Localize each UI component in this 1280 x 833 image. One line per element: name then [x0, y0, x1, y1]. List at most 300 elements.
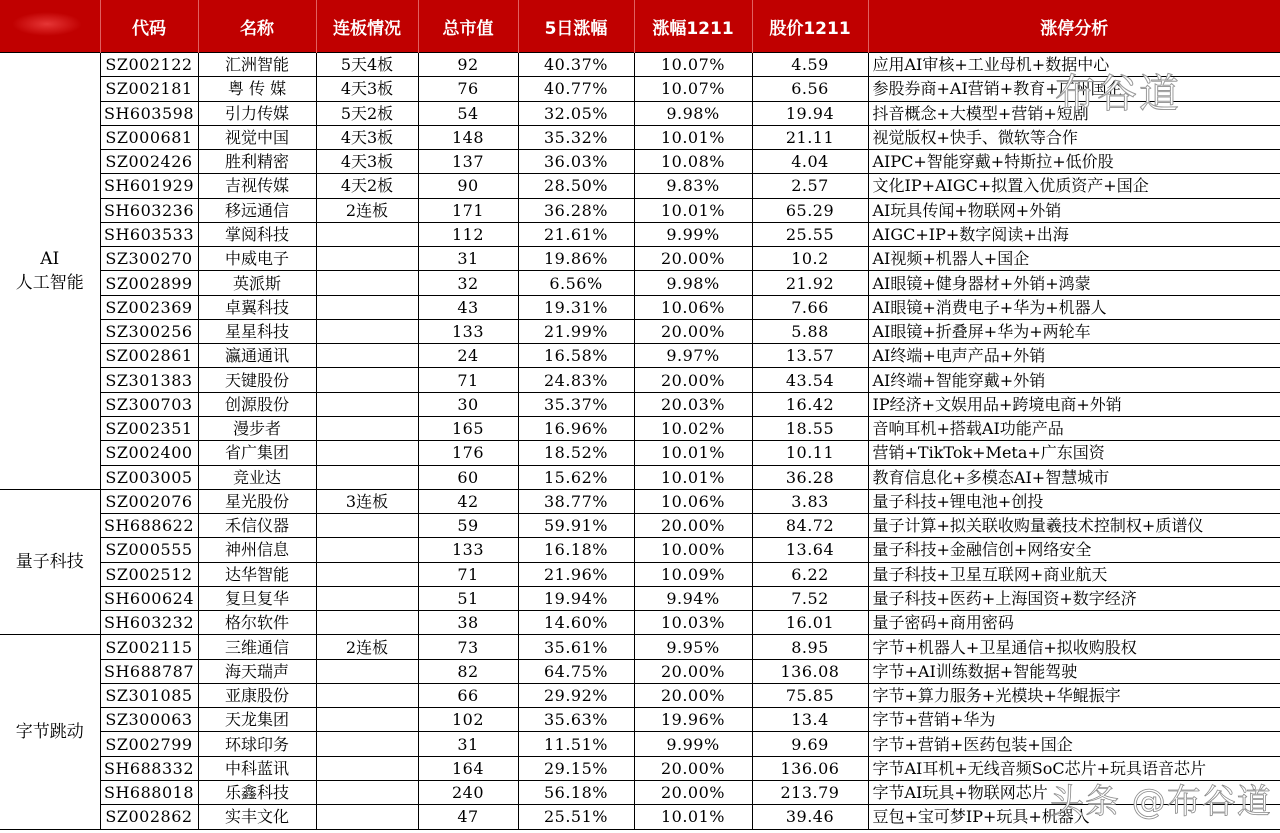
- stock-code: SH601929: [100, 174, 198, 198]
- market-cap: 71: [418, 368, 518, 392]
- stock-name: 漫步者: [198, 416, 316, 440]
- stock-name: 吉视传媒: [198, 174, 316, 198]
- gain-1211: 10.06%: [634, 295, 752, 319]
- market-cap: 30: [418, 392, 518, 416]
- market-cap: 90: [418, 174, 518, 198]
- five-day-gain: 21.96%: [518, 562, 634, 586]
- market-cap: 54: [418, 101, 518, 125]
- gain-1211: 9.94%: [634, 586, 752, 610]
- gain-1211: 20.00%: [634, 368, 752, 392]
- board-status: [316, 392, 418, 416]
- board-status: 4天3板: [316, 150, 418, 174]
- gain-1211: 10.01%: [634, 465, 752, 489]
- gain-1211: 10.01%: [634, 441, 752, 465]
- limit-up-analysis: 豆包+宝可梦IP+玩具+机器人: [868, 805, 1280, 829]
- stock-name: 胜利精密: [198, 150, 316, 174]
- board-status: 3连板: [316, 489, 418, 513]
- price-1211: 21.92: [752, 271, 868, 295]
- stock-name: 亚康股份: [198, 683, 316, 707]
- stock-name: 环球印务: [198, 732, 316, 756]
- limit-up-analysis: 教育信息化+多模态AI+智慧城市: [868, 465, 1280, 489]
- table-row: [0, 247, 1280, 271]
- market-cap: 240: [418, 780, 518, 804]
- price-1211: 13.4: [752, 708, 868, 732]
- board-status: [316, 586, 418, 610]
- limit-up-analysis: AI眼镜+折叠屏+华为+两轮车: [868, 319, 1280, 343]
- table-row: [0, 441, 1280, 465]
- price-1211: 18.55: [752, 416, 868, 440]
- stock-name: 视觉中国: [198, 125, 316, 149]
- five-day-gain: 36.03%: [518, 150, 634, 174]
- price-1211: 136.08: [752, 659, 868, 683]
- limit-up-analysis: 量子计算+拟关联收购量羲技术控制权+质谱仪: [868, 514, 1280, 538]
- price-1211: 16.42: [752, 392, 868, 416]
- five-day-gain: 6.56%: [518, 271, 634, 295]
- market-cap: 112: [418, 222, 518, 246]
- stock-code: SZ002400: [100, 441, 198, 465]
- gain-1211: 9.97%: [634, 344, 752, 368]
- stock-code: SZ002861: [100, 344, 198, 368]
- gain-1211: 10.07%: [634, 77, 752, 101]
- board-status: [316, 514, 418, 538]
- table-row: [0, 77, 1280, 101]
- sector-label: AI 人工智能: [0, 53, 100, 490]
- limit-up-analysis: 字节+营销+医药包装+国企: [868, 732, 1280, 756]
- header-decoration: [12, 12, 82, 36]
- price-1211: 9.69: [752, 732, 868, 756]
- board-status: 2连板: [316, 198, 418, 222]
- market-cap: 60: [418, 465, 518, 489]
- header-name: 名称: [198, 0, 316, 53]
- price-1211: 213.79: [752, 780, 868, 804]
- table-row: [0, 586, 1280, 610]
- header-board: 连板情况: [316, 0, 418, 53]
- stock-code: SZ002122: [100, 53, 198, 77]
- stock-code: SH603598: [100, 101, 198, 125]
- sector-label: 量子科技: [0, 489, 100, 635]
- limit-up-analysis: 参股券商+AI营销+教育+广州国企: [868, 77, 1280, 101]
- board-status: [316, 805, 418, 829]
- five-day-gain: 16.96%: [518, 416, 634, 440]
- price-1211: 5.88: [752, 319, 868, 343]
- limit-up-analysis: 应用AI审核+工业母机+数据中心: [868, 53, 1280, 77]
- price-1211: 75.85: [752, 683, 868, 707]
- table-row: [0, 732, 1280, 756]
- stock-code: SH688622: [100, 514, 198, 538]
- table-row: [0, 659, 1280, 683]
- price-1211: 84.72: [752, 514, 868, 538]
- gain-1211: 10.01%: [634, 805, 752, 829]
- five-day-gain: 56.18%: [518, 780, 634, 804]
- stock-code: SZ300256: [100, 319, 198, 343]
- five-day-gain: 21.61%: [518, 222, 634, 246]
- gain-1211: 19.96%: [634, 708, 752, 732]
- stock-code: SZ002369: [100, 295, 198, 319]
- gain-1211: 9.99%: [634, 732, 752, 756]
- market-cap: 171: [418, 198, 518, 222]
- stock-name: 复旦复华: [198, 586, 316, 610]
- gain-1211: 20.00%: [634, 319, 752, 343]
- board-status: [316, 416, 418, 440]
- price-1211: 4.04: [752, 150, 868, 174]
- table-row: [0, 465, 1280, 489]
- five-day-gain: 35.32%: [518, 125, 634, 149]
- header-analysis: 涨停分析: [868, 0, 1280, 53]
- market-cap: 164: [418, 756, 518, 780]
- header-price-1211: 股价1211: [752, 0, 868, 53]
- table-row: [0, 805, 1280, 829]
- limit-up-analysis: AI视频+机器人+国企: [868, 247, 1280, 271]
- stock-name: 格尔软件: [198, 611, 316, 635]
- market-cap: 32: [418, 271, 518, 295]
- market-cap: 38: [418, 611, 518, 635]
- board-status: 2连板: [316, 635, 418, 659]
- stock-name: 三维通信: [198, 635, 316, 659]
- gain-1211: 10.01%: [634, 198, 752, 222]
- table-row: [0, 635, 1280, 659]
- five-day-gain: 21.99%: [518, 319, 634, 343]
- five-day-gain: 16.58%: [518, 344, 634, 368]
- five-day-gain: 35.61%: [518, 635, 634, 659]
- stock-code: SH688332: [100, 756, 198, 780]
- limit-up-analysis: AIGC+IP+数字阅读+出海: [868, 222, 1280, 246]
- market-cap: 42: [418, 489, 518, 513]
- gain-1211: 9.99%: [634, 222, 752, 246]
- five-day-gain: 40.77%: [518, 77, 634, 101]
- board-status: [316, 344, 418, 368]
- gain-1211: 10.02%: [634, 416, 752, 440]
- price-1211: 3.83: [752, 489, 868, 513]
- table-row: [0, 271, 1280, 295]
- stock-name: 竞业达: [198, 465, 316, 489]
- board-status: 4天2板: [316, 174, 418, 198]
- five-day-gain: 18.52%: [518, 441, 634, 465]
- stock-name: 省广集团: [198, 441, 316, 465]
- price-1211: 39.46: [752, 805, 868, 829]
- table-row: [0, 538, 1280, 562]
- price-1211: 7.66: [752, 295, 868, 319]
- gain-1211: 10.07%: [634, 53, 752, 77]
- table-row: [0, 222, 1280, 246]
- stock-code: SZ002076: [100, 489, 198, 513]
- limit-up-analysis: IP经济+文娱用品+跨境电商+外销: [868, 392, 1280, 416]
- limit-up-analysis: AI终端+智能穿戴+外销: [868, 368, 1280, 392]
- price-1211: 4.59: [752, 53, 868, 77]
- table-row: [0, 198, 1280, 222]
- board-status: 4天3板: [316, 125, 418, 149]
- table-row: [0, 416, 1280, 440]
- limit-up-analysis: AI眼镜+健身器材+外销+鸿蒙: [868, 271, 1280, 295]
- board-status: [316, 247, 418, 271]
- board-status: [316, 465, 418, 489]
- price-1211: 6.22: [752, 562, 868, 586]
- stock-code: SZ002799: [100, 732, 198, 756]
- gain-1211: 9.98%: [634, 271, 752, 295]
- gain-1211: 10.09%: [634, 562, 752, 586]
- five-day-gain: 19.86%: [518, 247, 634, 271]
- five-day-gain: 19.31%: [518, 295, 634, 319]
- gain-1211: 20.00%: [634, 247, 752, 271]
- stock-name: 中科蓝讯: [198, 756, 316, 780]
- five-day-gain: 38.77%: [518, 489, 634, 513]
- price-1211: 13.57: [752, 344, 868, 368]
- limit-up-analysis: AI玩具传闻+物联网+外销: [868, 198, 1280, 222]
- board-status: [316, 271, 418, 295]
- board-status: [316, 732, 418, 756]
- stock-code: SZ301085: [100, 683, 198, 707]
- header-5day-gain: 5日涨幅: [518, 0, 634, 53]
- board-status: [316, 222, 418, 246]
- stock-code: SZ002862: [100, 805, 198, 829]
- market-cap: 133: [418, 538, 518, 562]
- stock-name: 天键股份: [198, 368, 316, 392]
- stock-name: 实丰文化: [198, 805, 316, 829]
- watermark-top: 布谷道: [1055, 71, 1181, 117]
- stock-code: SZ000681: [100, 125, 198, 149]
- price-1211: 136.06: [752, 756, 868, 780]
- market-cap: 31: [418, 247, 518, 271]
- stock-code: SZ002899: [100, 271, 198, 295]
- limit-up-analysis: 字节AI耳机+无线音频SoC芯片+玩具语音芯片: [868, 756, 1280, 780]
- market-cap: 165: [418, 416, 518, 440]
- table-row: [0, 150, 1280, 174]
- stock-name: 达华智能: [198, 562, 316, 586]
- market-cap: 148: [418, 125, 518, 149]
- five-day-gain: 36.28%: [518, 198, 634, 222]
- board-status: 5天4板: [316, 53, 418, 77]
- limit-up-analysis: 量子科技+锂电池+创投: [868, 489, 1280, 513]
- table-row: [0, 368, 1280, 392]
- price-1211: 21.11: [752, 125, 868, 149]
- table-row: [0, 295, 1280, 319]
- header-row: [0, 0, 1280, 53]
- table-row: [0, 344, 1280, 368]
- market-cap: 71: [418, 562, 518, 586]
- stock-code: SH603236: [100, 198, 198, 222]
- table-row: [0, 683, 1280, 707]
- board-status: [316, 683, 418, 707]
- limit-up-analysis: 量子科技+金融信创+网络安全: [868, 538, 1280, 562]
- header-market-cap: 总市值: [418, 0, 518, 53]
- price-1211: 25.55: [752, 222, 868, 246]
- price-1211: 36.28: [752, 465, 868, 489]
- stock-name: 中威电子: [198, 247, 316, 271]
- stock-name: 天龙集团: [198, 708, 316, 732]
- limit-up-analysis: AIPC+智能穿戴+特斯拉+低价股: [868, 150, 1280, 174]
- limit-up-analysis: 量子科技+卫星互联网+商业航天: [868, 562, 1280, 586]
- stock-name: 卓翼科技: [198, 295, 316, 319]
- five-day-gain: 19.94%: [518, 586, 634, 610]
- limit-up-analysis: 抖音概念+大模型+营销+短剧: [868, 101, 1280, 125]
- limit-up-analysis: 营销+TikTok+Meta+广东国资: [868, 441, 1280, 465]
- price-1211: 16.01: [752, 611, 868, 635]
- table-row: [0, 319, 1280, 343]
- table-row: [0, 708, 1280, 732]
- limit-up-analysis: 视觉版权+快手、微软等合作: [868, 125, 1280, 149]
- limit-up-analysis: AI终端+电声产品+外销: [868, 344, 1280, 368]
- stock-code: SH603533: [100, 222, 198, 246]
- market-cap: 82: [418, 659, 518, 683]
- stock-code: SZ002181: [100, 77, 198, 101]
- price-1211: 7.52: [752, 586, 868, 610]
- table-row: [0, 489, 1280, 513]
- stock-code: SZ301383: [100, 368, 198, 392]
- limit-up-analysis: 音响耳机+搭载AI功能产品: [868, 416, 1280, 440]
- stock-code: SZ300703: [100, 392, 198, 416]
- five-day-gain: 35.63%: [518, 708, 634, 732]
- five-day-gain: 25.51%: [518, 805, 634, 829]
- gain-1211: 10.01%: [634, 125, 752, 149]
- limit-up-analysis: 字节AI玩具+物联网芯片: [868, 780, 1280, 804]
- table-row: [0, 562, 1280, 586]
- table-row: [0, 514, 1280, 538]
- five-day-gain: 29.15%: [518, 756, 634, 780]
- stock-name: 神州信息: [198, 538, 316, 562]
- stock-code: SZ000555: [100, 538, 198, 562]
- board-status: [316, 611, 418, 635]
- five-day-gain: 24.83%: [518, 368, 634, 392]
- stock-name: 创源股份: [198, 392, 316, 416]
- market-cap: 76: [418, 77, 518, 101]
- stock-name: 汇洲智能: [198, 53, 316, 77]
- stock-name: 英派斯: [198, 271, 316, 295]
- board-status: [316, 659, 418, 683]
- price-1211: 43.54: [752, 368, 868, 392]
- stock-code: SZ002351: [100, 416, 198, 440]
- stock-name: 粤 传 媒: [198, 77, 316, 101]
- stock-name: 引力传媒: [198, 101, 316, 125]
- board-status: [316, 319, 418, 343]
- price-1211: 65.29: [752, 198, 868, 222]
- table-row: [0, 53, 1280, 77]
- price-1211: 13.64: [752, 538, 868, 562]
- five-day-gain: 64.75%: [518, 659, 634, 683]
- table-row: [0, 174, 1280, 198]
- market-cap: 47: [418, 805, 518, 829]
- price-1211: 2.57: [752, 174, 868, 198]
- sector-label: 字节跳动: [0, 635, 100, 829]
- gain-1211: 20.00%: [634, 780, 752, 804]
- stock-code: SH600624: [100, 586, 198, 610]
- gain-1211: 10.00%: [634, 538, 752, 562]
- market-cap: 51: [418, 586, 518, 610]
- stock-code: SH603232: [100, 611, 198, 635]
- board-status: [316, 562, 418, 586]
- price-1211: 19.94: [752, 101, 868, 125]
- five-day-gain: 59.91%: [518, 514, 634, 538]
- gain-1211: 9.98%: [634, 101, 752, 125]
- gain-1211: 10.06%: [634, 489, 752, 513]
- price-1211: 10.11: [752, 441, 868, 465]
- stock-code: SZ003005: [100, 465, 198, 489]
- board-status: [316, 708, 418, 732]
- market-cap: 66: [418, 683, 518, 707]
- table-row: [0, 780, 1280, 804]
- board-status: [316, 441, 418, 465]
- limit-up-analysis: 字节+AI训练数据+智能驾驶: [868, 659, 1280, 683]
- market-cap: 92: [418, 53, 518, 77]
- limit-up-analysis: 字节+营销+华为: [868, 708, 1280, 732]
- stock-name: 乐鑫科技: [198, 780, 316, 804]
- price-1211: 6.56: [752, 77, 868, 101]
- gain-1211: 20.00%: [634, 756, 752, 780]
- board-status: [316, 538, 418, 562]
- board-status: [316, 295, 418, 319]
- table-body: [0, 53, 1280, 830]
- gain-1211: 20.00%: [634, 514, 752, 538]
- limit-up-analysis: 量子密码+商用密码: [868, 611, 1280, 635]
- gain-1211: 9.83%: [634, 174, 752, 198]
- stock-name: 移远通信: [198, 198, 316, 222]
- gain-1211: 20.00%: [634, 683, 752, 707]
- watermark-bottom: 头条 @布谷道: [1050, 782, 1272, 822]
- stock-name: 星光股份: [198, 489, 316, 513]
- limit-up-analysis: 字节+算力服务+光模块+华鲲振宇: [868, 683, 1280, 707]
- market-cap: 31: [418, 732, 518, 756]
- board-status: 5天2板: [316, 101, 418, 125]
- stock-code: SH688018: [100, 780, 198, 804]
- market-cap: 73: [418, 635, 518, 659]
- gain-1211: 20.00%: [634, 659, 752, 683]
- limit-up-analysis: 文化IP+AIGC+拟置入优质资产+国企: [868, 174, 1280, 198]
- market-cap: 24: [418, 344, 518, 368]
- stock-code: SZ300063: [100, 708, 198, 732]
- stock-code: SZ002512: [100, 562, 198, 586]
- board-status: [316, 368, 418, 392]
- stock-code: SZ002426: [100, 150, 198, 174]
- gain-1211: 10.03%: [634, 611, 752, 635]
- board-status: [316, 756, 418, 780]
- five-day-gain: 15.62%: [518, 465, 634, 489]
- table-row: [0, 611, 1280, 635]
- five-day-gain: 14.60%: [518, 611, 634, 635]
- five-day-gain: 35.37%: [518, 392, 634, 416]
- price-1211: 10.2: [752, 247, 868, 271]
- stock-name: 掌阅科技: [198, 222, 316, 246]
- market-cap: 133: [418, 319, 518, 343]
- table-row: [0, 125, 1280, 149]
- board-status: 4天3板: [316, 77, 418, 101]
- market-cap: 102: [418, 708, 518, 732]
- market-cap: 43: [418, 295, 518, 319]
- five-day-gain: 16.18%: [518, 538, 634, 562]
- five-day-gain: 11.51%: [518, 732, 634, 756]
- stock-name: 禾信仪器: [198, 514, 316, 538]
- table-row: [0, 392, 1280, 416]
- limit-up-analysis: AI眼镜+消费电子+华为+机器人: [868, 295, 1280, 319]
- stock-name: 海天瑞声: [198, 659, 316, 683]
- limit-up-analysis: 字节+机器人+卫星通信+拟收购股权: [868, 635, 1280, 659]
- stock-name: 星星科技: [198, 319, 316, 343]
- market-cap: 176: [418, 441, 518, 465]
- header-code: 代码: [100, 0, 198, 53]
- five-day-gain: 32.05%: [518, 101, 634, 125]
- stock-code: SH688787: [100, 659, 198, 683]
- gain-1211: 20.03%: [634, 392, 752, 416]
- gain-1211: 10.08%: [634, 150, 752, 174]
- market-cap: 137: [418, 150, 518, 174]
- table-row: [0, 756, 1280, 780]
- gain-1211: 9.95%: [634, 635, 752, 659]
- five-day-gain: 29.92%: [518, 683, 634, 707]
- price-1211: 8.95: [752, 635, 868, 659]
- stock-code: SZ002115: [100, 635, 198, 659]
- stock-code: SZ300270: [100, 247, 198, 271]
- board-status: [316, 780, 418, 804]
- table-row: [0, 101, 1280, 125]
- five-day-gain: 28.50%: [518, 174, 634, 198]
- market-cap: 59: [418, 514, 518, 538]
